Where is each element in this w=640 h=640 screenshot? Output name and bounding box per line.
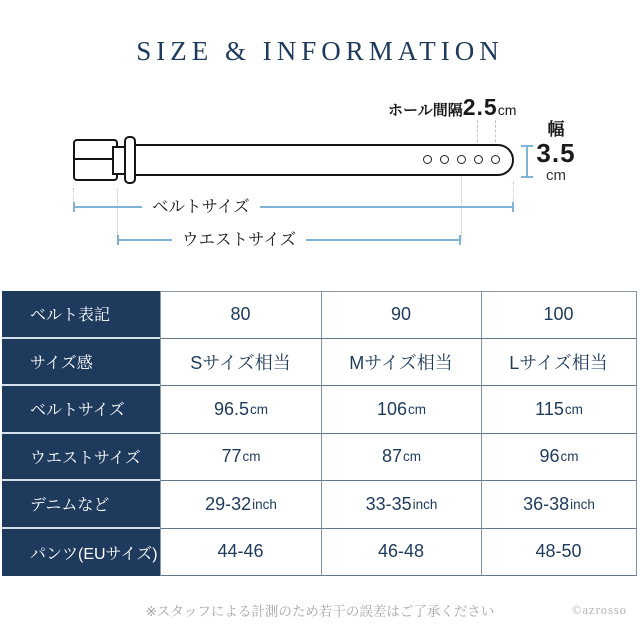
belt-hole — [491, 155, 500, 164]
copyright: ©azrosso — [572, 603, 627, 617]
row-header-size-feel: サイズ感 — [2, 339, 160, 387]
row-header-pants-eu: パンツ(EUサイズ) — [2, 529, 160, 577]
belt-size-label: ベルトサイズ — [142, 196, 260, 218]
cell-size-feel-l: Lサイズ相当 — [482, 339, 637, 387]
cell-waist-size-90: 87 cm — [322, 434, 482, 482]
width-label-kanji: 幅 — [547, 120, 565, 139]
cell-belt-notation-90: 90 — [322, 291, 482, 339]
row-header-waist-size: ウエストサイズ — [2, 434, 160, 482]
cell-belt-notation-100: 100 — [482, 291, 637, 339]
hole-spacing-value: 2.5 — [462, 94, 498, 120]
belt-hole — [474, 155, 483, 164]
row-header-belt-size: ベルトサイズ — [2, 386, 160, 434]
belt-hole — [423, 155, 432, 164]
hole-guide-line — [477, 120, 478, 147]
page-title: SIZE & INFORMATION — [136, 36, 504, 66]
size-table — [2, 291, 637, 576]
row-header-denim: デニムなど — [2, 481, 160, 529]
waist-size-label: ウエストサイズ — [172, 229, 306, 251]
hole-spacing-label — [388, 94, 516, 121]
cell-pants-eu-100: 48-50 — [482, 529, 637, 577]
measure-tick — [459, 235, 461, 245]
hole-spacing-unit: cm — [497, 102, 517, 118]
width-bracket-line — [526, 146, 528, 177]
cell-denim-100: 36-38 inch — [482, 481, 637, 529]
cell-size-feel-m: Mサイズ相当 — [322, 339, 482, 387]
measurement-note: ※スタッフによる計測のため若干の誤差はご了承ください — [145, 604, 495, 619]
cell-belt-size-80: 96.5 cm — [160, 386, 322, 434]
cell-belt-size-90: 106 cm — [322, 386, 482, 434]
cell-pants-eu-80: 44-46 — [160, 529, 322, 577]
cell-pants-eu-90: 46-48 — [322, 529, 482, 577]
cell-denim-90: 33-35 inch — [322, 481, 482, 529]
belt-keeper — [124, 136, 136, 184]
width-label-value: 3.5 — [536, 138, 576, 168]
row-header-belt-notation: ベルト表記 — [2, 291, 160, 339]
guide-line — [117, 188, 118, 239]
hole-guide-line — [495, 120, 496, 147]
width-label-unit: cm — [546, 167, 566, 184]
cell-waist-size-100: 96 cm — [482, 434, 637, 482]
cell-belt-notation-80: 80 — [160, 291, 322, 339]
cell-size-feel-s: Sサイズ相当 — [160, 339, 322, 387]
cell-belt-size-100: 115 cm — [482, 386, 637, 434]
belt-hole — [457, 155, 466, 164]
cell-waist-size-80: 77 cm — [160, 434, 322, 482]
cell-denim-80: 29-32 inch — [160, 481, 322, 529]
guide-line — [461, 168, 462, 239]
measure-tick — [512, 202, 514, 212]
hole-spacing-text: ホール間隔 — [388, 102, 463, 119]
belt-hole — [440, 155, 449, 164]
belt-buckle-prong — [75, 158, 116, 160]
measure-line — [73, 206, 514, 208]
width-label — [532, 120, 580, 184]
